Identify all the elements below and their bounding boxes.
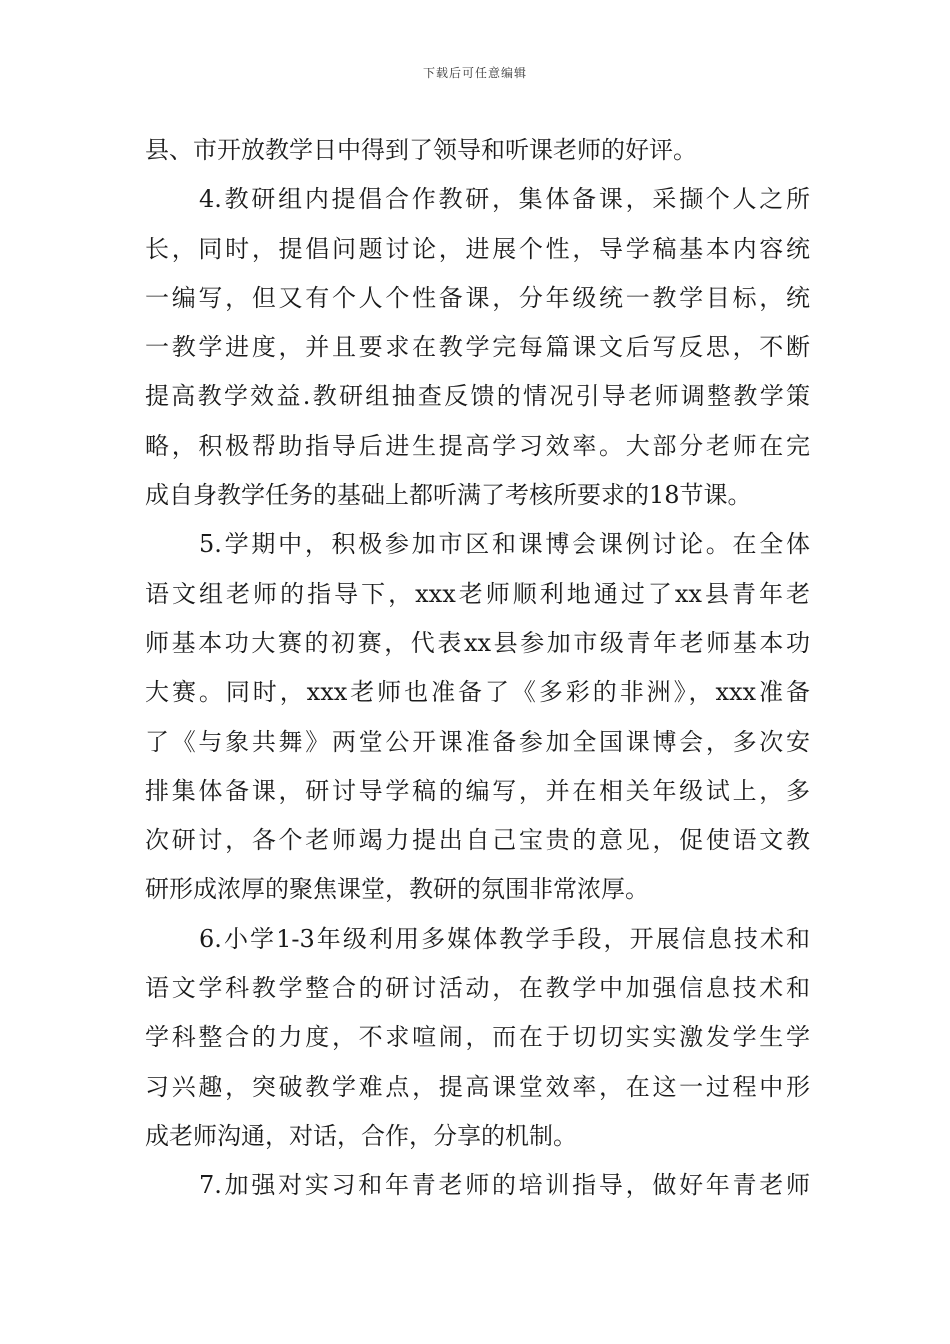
text-line: 一教学进度，并且要求在教学完每篇课文后写反思，不断	[145, 333, 810, 362]
text-line: 一编写，但又有个人个性备课，分年级统一教学目标，统	[145, 283, 810, 312]
text-line: 5.学期中，积极参加市区和课博会课例讨论。在全体	[199, 530, 810, 559]
text-line: 县、市开放教学日中得到了领导和听课老师的好评。	[145, 136, 697, 164]
text-line: 了《与象共舞》两堂公开课准备参加全国课博会，多次安	[145, 727, 810, 756]
text-line: 研形成浓厚的聚焦课堂，教研的氛围非常浓厚。	[145, 875, 649, 904]
text-line: 6.小学1-3年级利用多媒体教学手段，开展信息技术和	[199, 924, 810, 953]
text-line: 长，同时，提倡问题讨论，进展个性，导学稿基本内容统	[145, 234, 810, 263]
text-line: 提高教学效益.教研组抽查反馈的情况引导老师调整教学策	[145, 382, 810, 411]
document-body	[145, 126, 810, 1211]
text-line: 略，积极帮助指导后进生提高学习效率。大部分老师在完	[145, 431, 810, 460]
text-line: 排集体备课，研讨导学稿的编写，并在相关年级试上，多	[145, 776, 810, 805]
text-line: 7.加强对实习和年青老师的培训指导，做好年青老师	[199, 1171, 810, 1200]
text-line: 大赛。同时，xxx老师也准备了《多彩的非洲》，xxx准备	[145, 678, 810, 707]
page-header-note: 下载后可任意编辑	[422, 66, 527, 80]
text-line: 成自身教学任务的基础上都听满了考核所要求的18节课。	[145, 481, 752, 510]
text-line: 习兴趣，突破教学难点，提高课堂效率，在这一过程中形	[145, 1072, 810, 1101]
text-line: 学科整合的力度，不求喧闹，而在于切切实实激发学生学	[145, 1023, 810, 1052]
text-line: 语文学科教学整合的研讨活动，在教学中加强信息技术和	[145, 974, 810, 1003]
text-line: 4.教研组内提倡合作教研，集体备课，采撷个人之所	[199, 185, 810, 214]
text-line: 成老师沟通，对话，合作，分享的机制。	[145, 1121, 577, 1150]
text-line: 次研讨，各个老师竭力提出自己宝贵的意见，促使语文教	[145, 826, 810, 855]
text-line: 师基本功大赛的初赛，代表xx县参加市级青年老师基本功	[145, 628, 810, 657]
text-line: 语文组老师的指导下，xxx老师顺利地通过了xx县青年老	[145, 579, 810, 608]
